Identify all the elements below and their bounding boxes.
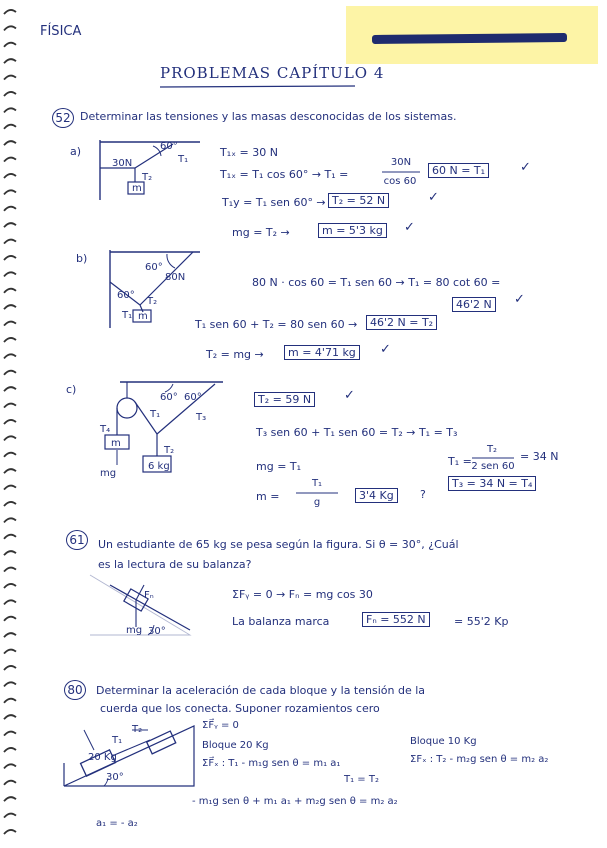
figure-61 (90, 575, 195, 640)
part-c-eq3-rhs: = 34 N (520, 450, 559, 463)
figure-80-mass1: 20 Kg (88, 752, 117, 763)
spiral-ring (4, 108, 16, 112)
spiral-ring (4, 469, 16, 473)
spiral-ring (4, 781, 16, 785)
figure-a-mass: m (132, 183, 142, 194)
problem-80-eq-right-1: Bloque 10 Kg (410, 736, 477, 747)
spiral-ring (4, 322, 16, 326)
part-b-label: b) (76, 252, 88, 265)
spiral-ring (4, 436, 16, 440)
spiral-ring (4, 764, 16, 768)
check-icon: ✓ (404, 220, 415, 235)
problem-80-statement-line2: cuerda que los conecta. Suponer rozamientos cero (100, 702, 380, 715)
part-a-eq2-num: 30N (390, 157, 412, 168)
spiral-ring (4, 76, 16, 80)
problem-61-eq2-result: Fₙ = 552 N (362, 612, 430, 627)
figure-b-angle-top: 60° (145, 262, 163, 273)
figure-80-t1: T₁ (112, 735, 123, 746)
figure-a-t2: T₂ (142, 172, 153, 183)
figure-61-angle: 30° (148, 626, 166, 637)
spiral-ring (4, 797, 16, 801)
problem-80-eq-left-3: ΣF⃗ₓ : T₁ - m₁g sen θ = m₁ a₁ (202, 758, 341, 769)
figure-61-mg: mg (126, 625, 143, 636)
part-a-label: a) (70, 145, 82, 158)
spiral-ring (4, 453, 16, 457)
problem-52-number: 52 (52, 108, 74, 128)
figure-b-force: 80N (165, 272, 186, 283)
part-c-eq5-den: g (313, 497, 321, 508)
part-a-eq3-result: T₂ = 52 N (328, 193, 389, 208)
check-icon: ✓ (514, 292, 525, 307)
spiral-ring (4, 732, 16, 736)
figure-b-t2: T₂ (147, 296, 158, 307)
spiral-ring (4, 158, 16, 162)
figure-b-angle-left: 60° (117, 290, 135, 301)
spiral-ring (4, 354, 16, 358)
part-c-eq2: T₃ sen 60 + T₁ sen 60 = T₂ → T₁ = T₃ (256, 426, 458, 439)
part-c-eq1-result: T₂ = 59 N (254, 392, 315, 407)
spiral-ring (4, 43, 16, 47)
spiral-ring (4, 584, 16, 588)
check-icon: ✓ (344, 388, 355, 403)
problem-61-number: 61 (66, 530, 88, 550)
spiral-ring (4, 617, 16, 621)
problem-80-eq-right-2: ΣFₓ : T₂ - m₂g sen θ = m₂ a₂ (410, 754, 549, 765)
figure-c-t4: T₄ (100, 424, 111, 435)
figure-61-fn: Fₙ (144, 590, 154, 601)
figure-c-mg: mg (100, 468, 117, 479)
figure-80-angle: 30° (106, 772, 124, 783)
figure-a-force: 30N (112, 158, 133, 169)
part-a-eq2-den: cos 60 (383, 176, 417, 187)
problem-80-eq-left-1: ΣF⃗ᵧ = 0 (202, 720, 239, 731)
part-c-eq5-note: ? (420, 488, 426, 501)
spiral-ring (4, 59, 16, 63)
problem-80-eq-left-4: T₁ = T₂ (344, 774, 379, 785)
check-icon: ✓ (428, 190, 439, 205)
spiral-ring (4, 486, 16, 490)
figure-c-t1: T₁ (150, 409, 161, 420)
spiral-ring (4, 699, 16, 703)
spiral-ring (4, 682, 16, 686)
spiral-ring (4, 814, 16, 818)
spiral-ring (4, 371, 16, 375)
part-b-eq3-result: m = 4'71 kg (284, 345, 360, 360)
spiral-ring (4, 518, 16, 522)
check-icon: ✓ (380, 342, 391, 357)
spiral-ring (4, 190, 16, 194)
part-b-eq3: T₂ = mg → (206, 348, 264, 361)
spiral-ring (4, 666, 16, 670)
part-c-label: c) (66, 383, 77, 396)
part-b-eq2: T₁ sen 60 + T₂ = 80 sen 60 → (195, 318, 358, 331)
part-c-eq5-fraction-bar (296, 492, 340, 495)
part-c-eq3-lhs: T₁ = (448, 455, 472, 468)
spiral-ring (4, 535, 16, 539)
spiral-ring (4, 650, 16, 654)
spiral-ring (4, 272, 16, 276)
part-c-eq3-num: T₂ (486, 444, 498, 455)
spiral-ring (4, 125, 16, 129)
spiral-ring (4, 141, 16, 145)
spiral-ring (4, 305, 16, 309)
problem-80-statement-line1: Determinar la aceleración de cada bloque y la tensión de la (96, 684, 426, 697)
problem-80-number: 80 (64, 680, 86, 700)
spiral-ring (4, 92, 16, 96)
part-a-eq3: T₁y = T₁ sen 60° → (222, 196, 326, 209)
spiral-ring (4, 256, 16, 260)
problem-52-statement: Determinar las tensiones y las masas desconocidas de los sistemas. (80, 110, 457, 123)
part-b-eq1: 80 N · cos 60 = T₁ sen 60 → T₁ = 80 cot 60 = (252, 276, 501, 289)
spiral-ring (4, 26, 16, 30)
part-c-eq5-num: T₁ (311, 478, 323, 489)
part-c-eq5-result: 3'4 Kg (355, 488, 398, 503)
part-a-eq1: T₁ₓ = 30 N (220, 146, 278, 159)
part-a-eq2: T₁ₓ = T₁ cos 60° → T₁ = (220, 168, 349, 181)
figure-80-t2: T₂ (132, 724, 143, 735)
problem-61-statement-line1: Un estudiante de 65 kg se pesa según la figura. Si θ = 30°, ¿Cuál (98, 538, 459, 551)
part-c-eq5-box2: T₃ = 34 N = T₄ (448, 476, 536, 491)
part-c-eq4: mg = T₁ (256, 460, 302, 473)
spiral-ring (4, 174, 16, 178)
spiral-binding (2, 0, 18, 848)
title-underline (160, 84, 360, 90)
spiral-ring (4, 600, 16, 604)
part-c-eq5-lhs: m = (256, 490, 280, 503)
spiral-ring (4, 830, 16, 834)
figure-a-angle: 60° (160, 141, 178, 152)
spiral-ring (4, 404, 16, 408)
figure-c-t2: T₂ (164, 445, 175, 456)
spiral-ring (4, 338, 16, 342)
problem-80-eq-bottom: - m₁g sen θ + m₁ a₁ + m₂g sen θ = m₂ a₂ (192, 796, 398, 807)
problem-80-eq-left-2: Bloque 20 Kg (202, 740, 269, 751)
spiral-ring (4, 748, 16, 752)
part-b-eq2-result: 46'2 N = T₂ (366, 315, 437, 330)
part-a-eq2-fraction-bar (382, 171, 422, 174)
spiral-ring (4, 207, 16, 211)
figure-c-mass-left: m (111, 438, 121, 449)
figure-a-t1: T₁ (178, 154, 189, 165)
spiral-ring (4, 10, 16, 14)
page-title: PROBLEMAS CAPÍTULO 4 (160, 64, 385, 82)
problem-61-eq2-rhs: = 55'2 Kp (454, 615, 509, 628)
figure-b-mass: m (138, 311, 148, 322)
problem-61-statement-line2: es la lectura de su balanza? (98, 558, 252, 571)
figure-c-angle1: 60° (160, 392, 178, 403)
spiral-ring (4, 551, 16, 555)
problem-61-eq2: La balanza marca (232, 615, 330, 628)
spiral-ring (4, 240, 16, 244)
part-a-eq2-result: 60 N = T₁ (428, 163, 489, 178)
spiral-ring (4, 420, 16, 424)
spiral-ring (4, 568, 16, 572)
spiral-ring (4, 715, 16, 719)
spiral-ring (4, 633, 16, 637)
part-b-eq1-result: 46'2 N (452, 297, 496, 312)
figure-c-mass-right: 6 kg (148, 461, 170, 472)
spiral-ring (4, 502, 16, 506)
subject-label: FÍSICA (40, 24, 82, 39)
spiral-ring (4, 289, 16, 293)
spiral-ring (4, 387, 16, 391)
part-a-eq4: mg = T₂ → (232, 226, 290, 239)
part-c-eq3-fraction-bar (472, 457, 516, 460)
check-icon: ✓ (520, 160, 531, 175)
part-a-eq4-result: m = 5'3 kg (318, 223, 387, 238)
problem-61-eq1: ΣFᵧ = 0 → Fₙ = mg cos 30 (232, 588, 373, 601)
problem-80-eq-last: a₁ = - a₂ (96, 818, 138, 829)
part-c-eq3-den: 2 sen 60 (471, 461, 515, 472)
figure-b-t1: T₁ (122, 310, 133, 321)
spiral-ring (4, 223, 16, 227)
figure-c-t3: T₃ (196, 412, 207, 423)
figure-c-angle2: 60° (184, 392, 202, 403)
